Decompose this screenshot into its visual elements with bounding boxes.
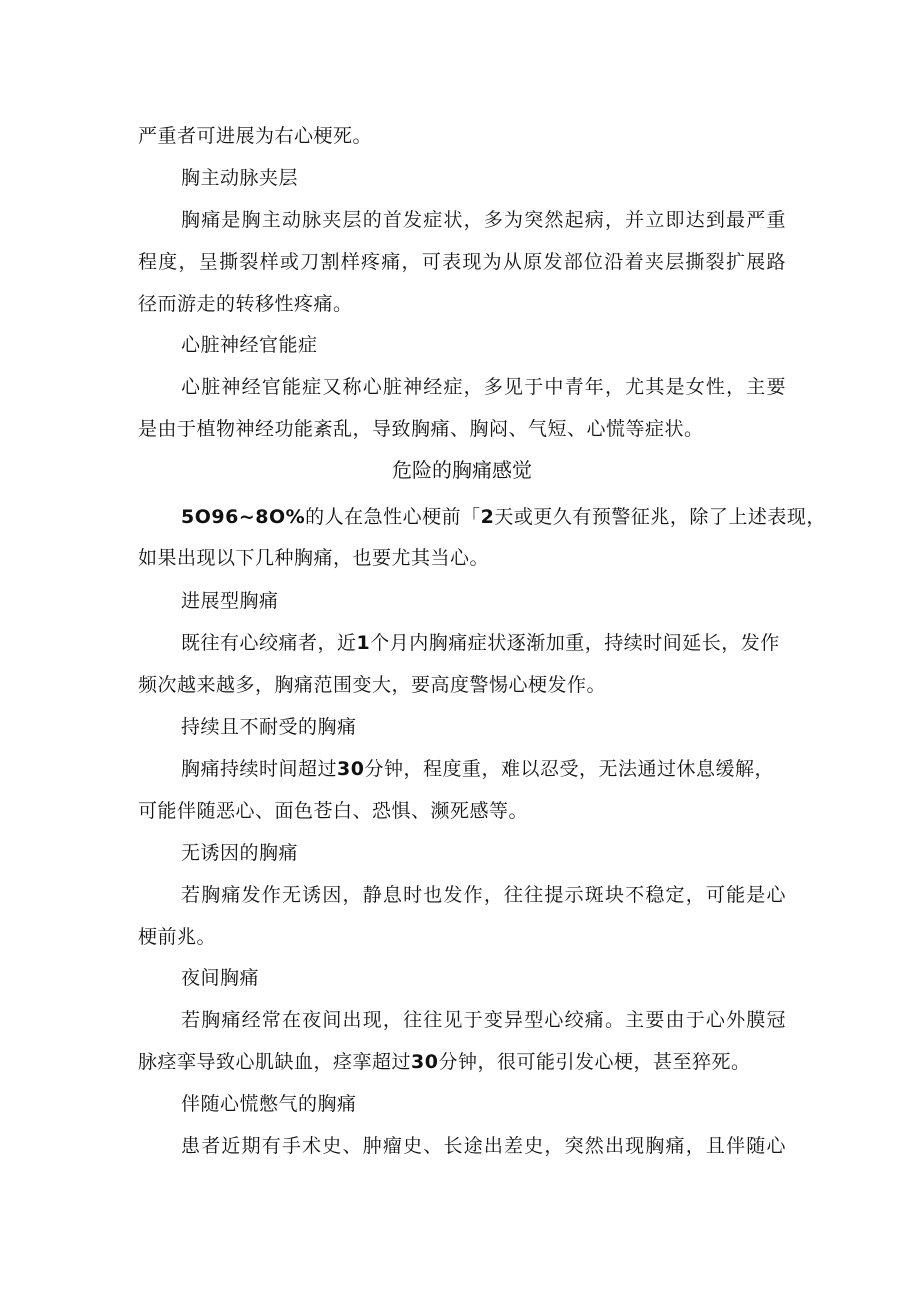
subheading-progressive-pain: 进展型胸痛 — [181, 590, 279, 612]
text-run: 的人在急性心梗前「 — [305, 506, 481, 528]
text-run: 个月内胸痛症状逐渐加重，持续时间延长，发作 — [370, 632, 780, 654]
subheading-no-cause-pain: 无诱因的胸痛 — [181, 842, 299, 864]
text-run: 既往有心绞痛者，近 — [181, 632, 357, 654]
paragraph-line: 频次越来越多，胸痛范围变大，要高度警惕心梗发作。 — [138, 674, 607, 696]
subheading-palpitation-pain: 伴随心慌憋气的胸痛 — [181, 1093, 357, 1115]
paragraph-line: 如果出现以下几种胸痛，也要尤其当心。 — [138, 547, 490, 569]
paragraph-line: 若胸痛经常在夜间出现，往往见于变异型心绞痛。主要由于心外膜冠 — [181, 1009, 786, 1031]
paragraph-line — [138, 1050, 786, 1074]
paragraph-line: 若胸痛发作无诱因，静息时也发作，往往提示斑块不稳定，可能是心 — [181, 884, 786, 906]
percent-range: 5O96~8O% — [181, 506, 306, 528]
subheading-night-pain: 夜间胸痛 — [181, 967, 260, 989]
paragraph-line — [181, 757, 786, 781]
text-run: 分钟，很可能引发心梗，甚至猝死。 — [438, 1051, 751, 1073]
paragraph-line: 患者近期有手术史、肿瘤史、长途出差史，突然出现胸痛，且伴随心 — [181, 1135, 786, 1157]
paragraph-line — [181, 505, 826, 529]
paragraph-line: 严重者可进展为右心梗死。 — [138, 125, 373, 147]
text-run: 天或更久有预警征兆，除了上述表现， — [494, 506, 826, 528]
paragraph-line: 梗前兆。 — [138, 926, 217, 948]
day-count: 2 — [480, 506, 495, 528]
paragraph-line: 径而游走的转移性疼痛。 — [138, 293, 353, 315]
paragraph-line: 心脏神经官能症又称心脏神经症，多见于中青年，尤其是女性，主要 — [181, 376, 786, 398]
paragraph-line: 可能伴随恶心、面色苍白、恐惧、濒死感等。 — [138, 800, 529, 822]
minute-count: 30 — [411, 1051, 439, 1073]
month-count: 1 — [356, 632, 371, 654]
section-heading: 危险的胸痛感觉 — [392, 458, 532, 482]
paragraph-line: 胸痛是胸主动脉夹层的首发症状，多为突然起病，并立即达到最严重 — [181, 209, 786, 231]
minute-count: 30 — [337, 758, 365, 780]
text-run: 分钟，程度重，难以忍受，无法通过休息缓解， — [364, 758, 774, 780]
text-run: 脉痉挛导致心肌缺血，痉挛超过 — [138, 1051, 412, 1073]
subheading-persistent-pain: 持续且不耐受的胸痛 — [181, 716, 357, 738]
paragraph-line — [181, 631, 786, 655]
paragraph-line: 程度，呈撕裂样或刀割样疼痛，可表现为从原发部位沿着夹层撕裂扩展路 — [138, 251, 786, 273]
text-run: 胸痛持续时间超过 — [181, 758, 338, 780]
subheading-cardiac-neurosis: 心脏神经官能症 — [181, 334, 318, 356]
subheading-aortic-dissection: 胸主动脉夹层 — [181, 167, 299, 189]
paragraph-line: 是由于植物神经功能紊乱，导致胸痛、胸闷、气短、心慌等症状。 — [138, 418, 704, 440]
